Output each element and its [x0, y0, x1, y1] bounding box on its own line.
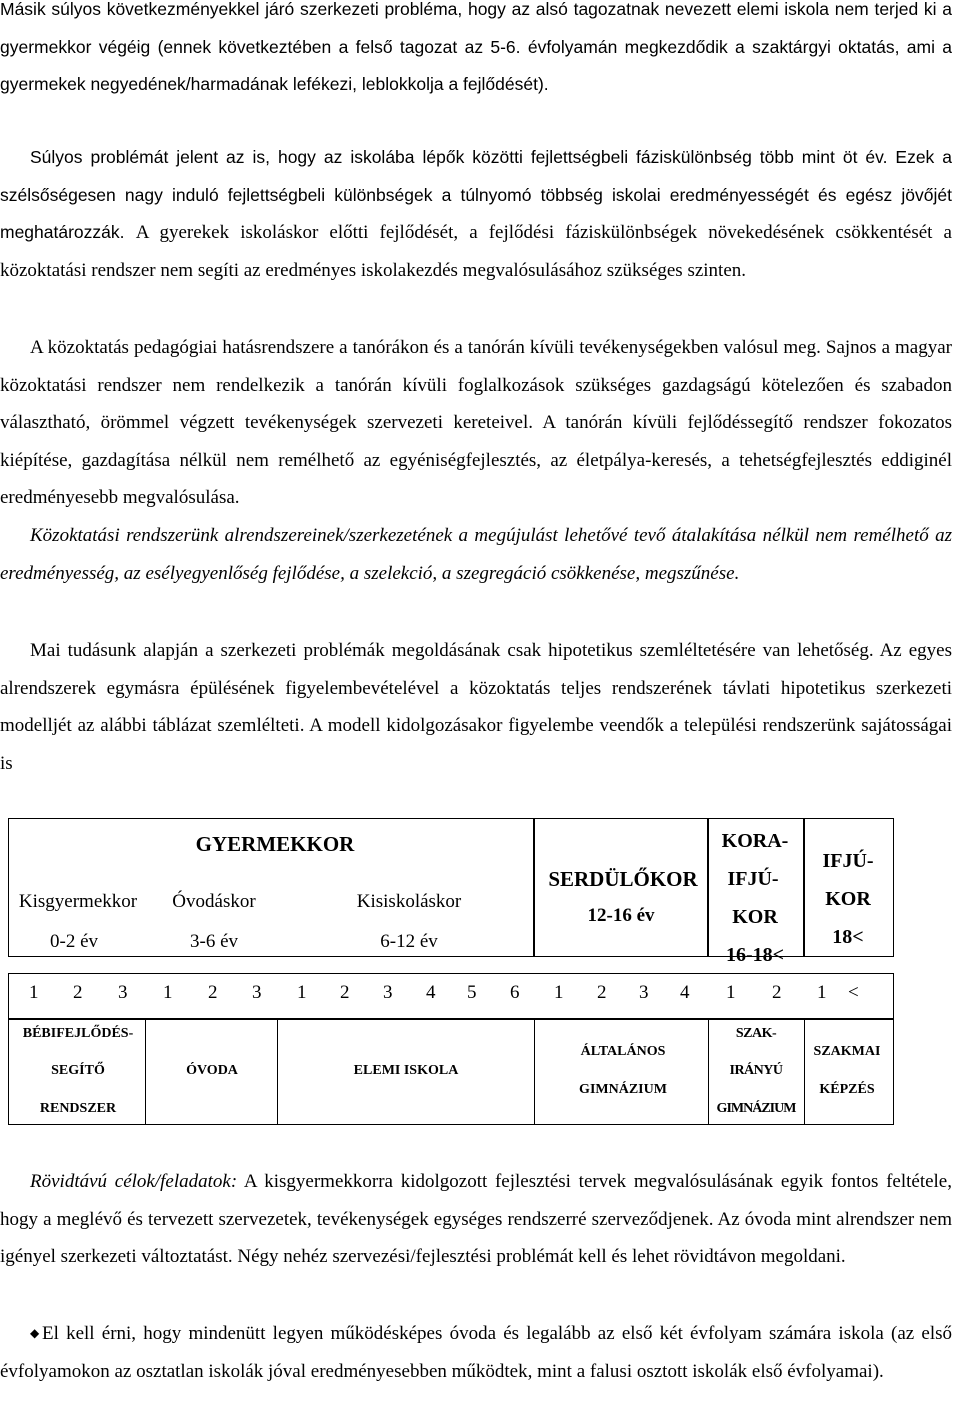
adolescence-age: 12-16 év — [587, 905, 655, 926]
paragraph-developmental-gap — [0, 139, 952, 289]
adolescence-label: SERDÜLŐKOR — [548, 867, 698, 891]
preschool-age: 3-6 év — [189, 931, 239, 952]
bullet-item-school-access — [0, 1315, 952, 1390]
year-cell: 2 — [340, 982, 350, 1003]
general-gymnasium-label-line1: ÁLTALÁNOS — [580, 1044, 666, 1059]
vocational-gymnasium-label-line3: GIMNÁZIUM — [716, 1101, 796, 1116]
year-cell: 2 — [73, 982, 83, 1003]
preschool-label: Óvodáskor — [172, 891, 256, 912]
year-cell: 1 — [297, 982, 307, 1003]
infant-development-system-label-line3: RENDSZER — [39, 1101, 117, 1116]
bullet-item-text: El kell érni, hogy mindenütt legyen működésképes óvoda és legalább az első két évfolyam számára iskola (az első évfolyamokon az osztatlan iskolák jóval eredményesebben működtek, mint a falusi osztott iskolák első évfolyamai). — [0, 1323, 952, 1382]
early-youth-label-line3: KOR — [732, 906, 778, 928]
primary-school-age: 6-12 év — [380, 931, 438, 952]
year-cell: 2 — [208, 982, 218, 1003]
infancy-age: 0-2 év — [49, 931, 99, 952]
infant-development-system-label-line1: BÉBIFEJLŐDÉS- — [22, 1026, 134, 1041]
short-term-goals-label: Rövidtávú célok/feladatok: — [30, 1171, 238, 1192]
year-cell: 3 — [252, 982, 262, 1003]
youth-label-line2: KOR — [825, 888, 871, 910]
year-cell: 1 — [29, 982, 39, 1003]
year-cell: 4 — [680, 982, 690, 1003]
paragraph-structural-problem: Másik súlyos következményekkel járó szerkezeti probléma, hogy az alsó tagozatnak nevezett elemi iskola nem terjed ki a gyermekkor végéig (ennek következtében a felső tagozat az 5-6. évfolyamán megkezdődik a szaktárgyi oktatás, ami a gyermekek negyedének/harmadának lefékezi, leblokkolja a fejlődését). — [0, 0, 952, 94]
year-cell: 3 — [383, 982, 393, 1003]
paragraph-short-term-goals — [0, 1163, 952, 1276]
general-gymnasium-label-line2: GIMNÁZIUM — [579, 1082, 667, 1097]
year-cell: 1 — [817, 982, 827, 1003]
paragraph-model-intro: Mai tudásunk alapján a szerkezeti problémák megoldásának csak hipotetikus szemléltetésére van lehetőség. Az egyes alrendszerek egymásra épülésének figyelembevételével a közoktatás teljes rendszerének távlati hipotetikus szerkezeti modelljét az alábbi táblázat szemlélteti. A modell kidolgozásakor figyelembe veendők a települési rendszerünk sajátosságai is — [0, 640, 952, 774]
early-youth-age: 16-18< — [725, 944, 785, 966]
year-cell: 3 — [118, 982, 128, 1003]
infancy-label: Kisgyermekkor — [18, 891, 138, 912]
year-cell: 1 — [726, 982, 736, 1003]
year-cell: 1 — [163, 982, 173, 1003]
vocational-training-label-line2: KÉPZÉS — [819, 1082, 875, 1097]
early-youth-label-line2: IFJÚ- — [727, 868, 779, 890]
year-cell: < — [848, 982, 859, 1003]
year-cell: 3 — [639, 982, 649, 1003]
year-cell: 5 — [467, 982, 477, 1003]
year-cell: 2 — [772, 982, 782, 1003]
year-cell: 1 — [554, 982, 564, 1003]
short-term-goals-text: A kisgyermekkorra kidolgozott fejlesztési tervek megvalósulásának egyik fontos feltétele, hogy a meglévő és tervezett szervezetek, tevékenységek egységes rendszerré szerveződjenek. Az óvoda mint alrendszer nem igényel szerkezeti változtatást. Négy nehéz szervezési/fejlesztési problémát kell és lehet rövidtávon megoldani. — [0, 1171, 952, 1267]
paragraph-pedagogical-system: A közoktatás pedagógiai hatásrendszere a tanórákon és a tanórán kívüli tevékenységekben valósul meg. Sajnos a magyar közoktatási rendszer nem rendelkezik a tanórán kívüli foglalkozások szükséges gazdagságú kötelezően és szabadon választható, örömmel végzett tevékenységek szervezeti kereteivel. A tanórán kívüli fejlődéssegítő rendszer fokozatos kiépítése, gazdagítása nélkül nem remélhető az egyéniségfejlesztés, az életpálya-keresés, a tehetségfejlesztés eddiginél eredményesebb megvalósulása. — [0, 337, 952, 508]
year-cell: 4 — [426, 982, 436, 1003]
vocational-gymnasium-label-line2: IRÁNYÚ — [729, 1063, 783, 1078]
paragraph-subsystem-renewal: Közoktatási rendszerünk alrendszereinek/szerkezetének a megújulást lehetővé tevő átalakítása nélkül nem remélhető az eredményesség, az esélyegyenlőség fejlődése, a szelekció, a szegregáció csökkenése, megszűnése. — [0, 525, 952, 584]
school-structure-table — [8, 818, 894, 1125]
year-row — [8, 973, 894, 1019]
elementary-school-label: ELEMI ISKOLA — [353, 1063, 459, 1078]
diamond-bullet-icon: ◆ — [30, 1326, 40, 1340]
early-youth-label-line1: KORA- — [721, 830, 789, 852]
kindergarten-label: ÓVODA — [186, 1063, 238, 1078]
paragraph-school-entry-text: A gyerekek iskoláskor előtti fejlődését, a fejlődési fáziskülönbségek növekedésének csökkentését a közoktatási rendszer nem segíti az eredményes iskolakezdés megvalósulásához szükséges szinten. — [0, 222, 952, 281]
vocational-training-label-line1: SZAKMAI — [813, 1044, 881, 1059]
infant-development-system-label-line2: SEGÍTŐ — [51, 1063, 105, 1078]
year-cell: 6 — [510, 982, 520, 1003]
paragraph-developmental-gap-text: Súlyos problémát jelent az is, hogy az iskolába lépők közötti fejlettségbeli fáziskülönbség több mint öt év. Ezek a szélsőségesen nagy induló fejlettségbeli különbségek a túlnyomó többség iskolai eredményességét és egész jövőjét meghatározzák. — [0, 147, 952, 242]
childhood-label: GYERMEKKOR — [195, 832, 355, 856]
year-cell: 2 — [597, 982, 607, 1003]
vocational-gymnasium-label-line1: SZAK- — [735, 1026, 777, 1041]
youth-label-line1: IFJÚ- — [822, 850, 874, 872]
youth-age: 18< — [832, 926, 864, 948]
primary-school-age-label: Kisiskoláskor — [356, 891, 462, 912]
